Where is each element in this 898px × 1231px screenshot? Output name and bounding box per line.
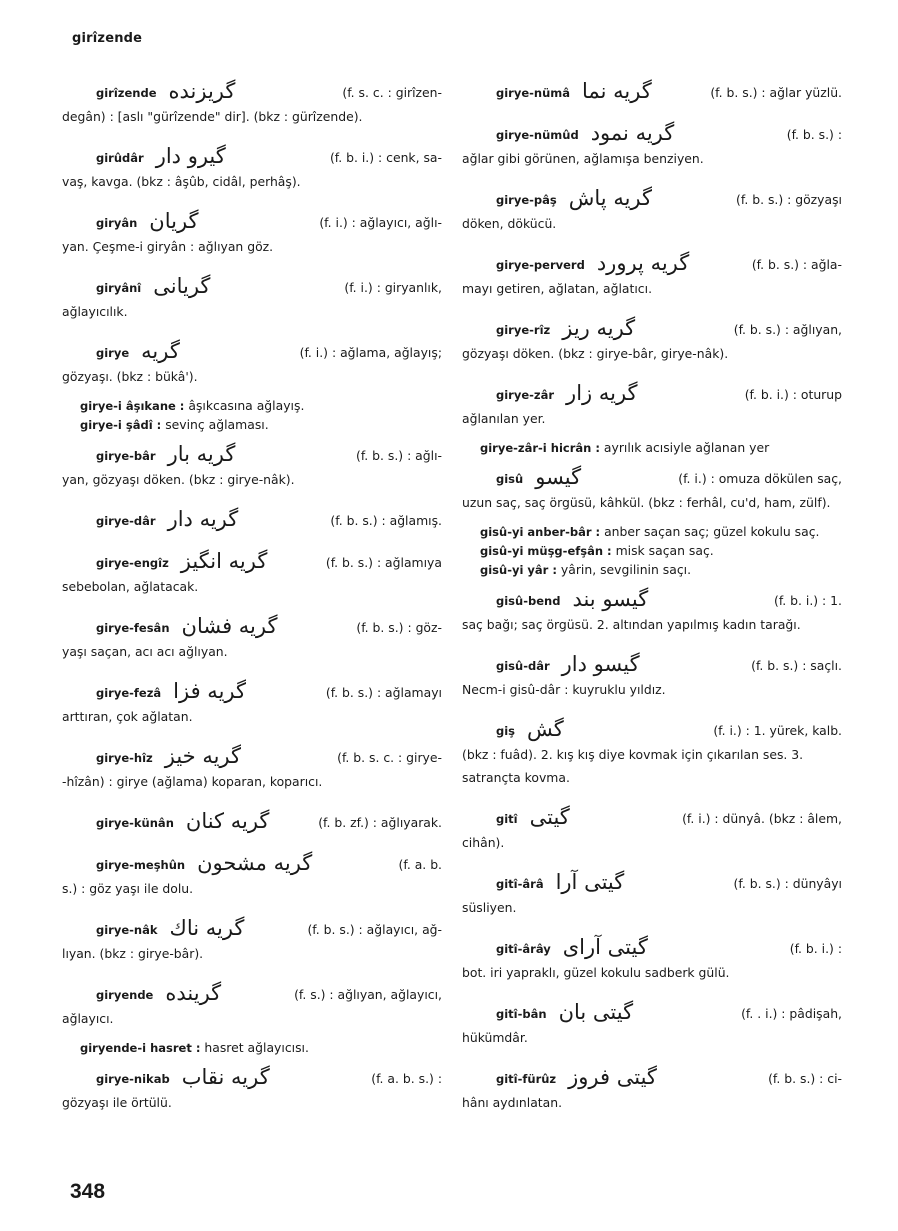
entry-headword: giryânî: [96, 281, 142, 295]
dictionary-entry: [62, 810, 442, 835]
dictionary-entry: [62, 1066, 442, 1114]
entry-headword: girye-pâş: [496, 193, 557, 207]
entry-headword: girye-fesân: [96, 621, 170, 635]
subentry-definition: hasret ağlayıcısı.: [204, 1040, 309, 1055]
entry-grammar-definition: (f. i.) : dünyâ. (bkz : âlem,: [682, 811, 842, 826]
entry-arabic-script: گیتی آرای: [562, 935, 648, 959]
entry-headword: gisû-bend: [496, 594, 561, 608]
entry-first-line: [62, 615, 442, 640]
entry-arabic-script: گریه پرورد: [596, 251, 690, 275]
entry-head: [96, 810, 277, 835]
entry-grammar-definition: (f. b. s. c. : girye-: [337, 750, 442, 765]
page-number: 348: [70, 1180, 106, 1203]
entry-grammar-definition: (f. i.) : omuza dökülen saç,: [678, 471, 842, 486]
entry-first-line: [62, 810, 442, 835]
entry-first-line: [462, 122, 842, 147]
entry-arabic-script: گریه مشحون: [197, 851, 313, 875]
entry-headword: girye-nâk: [96, 923, 158, 937]
entry-head: [96, 745, 249, 770]
entry-definition-continued: ağlayıcı.: [62, 1011, 114, 1026]
dictionary-entry: [62, 745, 442, 793]
entry-first-line: [462, 936, 842, 961]
entry-definition-continued: yaşı saçan, acı acı ağlıyan.: [62, 644, 228, 659]
dictionary-entry: [62, 340, 442, 388]
entry-definition-continued: arttıran, çok ağlatan.: [62, 709, 193, 724]
entry-grammar-definition: (f. b. s.) : ağlar yüzlü.: [710, 85, 842, 100]
entry-arabic-script: گریه: [141, 339, 180, 363]
entry-first-line: [62, 508, 442, 533]
dictionary-entry: [462, 936, 842, 984]
entry-first-line: [462, 806, 842, 831]
entry-head: [496, 252, 697, 277]
dictionary-entry: [62, 615, 442, 663]
entry-definition-continued: lıyan. (bkz : girye-bâr).: [62, 946, 204, 961]
entry-grammar-definition: (f. i.) : ağlayıcı, ağlı-: [319, 215, 442, 230]
entry-definition-continued: yan, gözyaşı döken. (bkz : girye-nâk).: [62, 472, 295, 487]
subentry-definition: âşıkcasına ağlayış.: [188, 398, 305, 413]
entry-first-line: [62, 917, 442, 942]
entry-head: [496, 80, 660, 105]
dictionary-entry: [62, 917, 442, 965]
entry-first-line: [462, 871, 842, 896]
entry-definition-continued: bot. iri yapraklı, güzel kokulu sadberk gülü.: [462, 965, 730, 980]
dictionary-entry: [462, 871, 842, 919]
entry-definition-continued: -hîzân) : girye (ağlama) koparan, koparıcı.: [62, 774, 323, 789]
subentry: [462, 558, 842, 582]
entry-definition-continued: sebebolan, ağlatacak.: [62, 579, 199, 594]
entry-definition-continued: uzun saç, saç örgüsü, kâhkül. (bkz : ferhâl, cu'd, ham, zülf).: [462, 495, 831, 510]
entry-headword: girye-zâr: [496, 388, 555, 402]
entry-arabic-script: گریه خیز: [164, 744, 242, 768]
subentry-definition: misk saçan saç.: [615, 543, 714, 558]
entry-grammar-definition: (f. s.) : ağlıyan, ağlayıcı,: [294, 987, 442, 1002]
subentry-headword: girye-i âşıkane :: [80, 399, 185, 413]
entry-grammar-definition: (f. b. i.) : oturup: [744, 387, 842, 402]
entry-grammar-definition: (f. b. s.) : gözyaşı: [736, 192, 842, 207]
entry-definition-continued: hânı aydınlatan.: [462, 1095, 563, 1110]
entry-grammar-definition: (f. s. c. : girîzen-: [342, 85, 442, 100]
entry-arabic-script: گیرو دار: [155, 144, 226, 168]
entry-arabic-script: گیتی: [529, 805, 570, 829]
entry-first-line: [62, 210, 442, 235]
entry-arabic-script: گریه ریز: [562, 316, 636, 340]
entry-grammar-definition: (f. . i.) : pâdişah,: [741, 1006, 842, 1021]
entry-arabic-script: گریه دار: [167, 507, 239, 531]
entry-headword: girye-nikab: [96, 1072, 170, 1086]
entry-head: [96, 275, 218, 300]
entry-head: [96, 443, 243, 468]
entry-first-line: [462, 382, 842, 407]
dictionary-entry: [462, 252, 842, 300]
entry-grammar-definition: (f. b. i.) : 1.: [773, 593, 842, 608]
entry-first-line: [462, 1001, 842, 1026]
entry-head: [96, 80, 243, 105]
entry-definition-continued: hükümdâr.: [462, 1030, 528, 1045]
right-column: [462, 80, 842, 1131]
entry-grammar-definition: (f. b. i.) : cenk, sa-: [329, 150, 442, 165]
entry-head: [496, 122, 682, 147]
entry-headword: girûdâr: [96, 151, 144, 165]
entry-grammar-definition: (f. b. s.) : göz-: [356, 620, 442, 635]
entry-head: [496, 466, 589, 491]
subentry-headword: giryende-i hasret :: [80, 1041, 201, 1055]
subentry-headword: gisû-yi yâr :: [480, 563, 557, 577]
entry-definition-continued: ağlanılan yer.: [462, 411, 546, 426]
entry-arabic-script: گریزنده: [168, 79, 236, 103]
entry-first-line: [62, 443, 442, 468]
entry-headword: gisû: [496, 472, 524, 486]
entry-arabic-script: گریه فزا: [173, 679, 246, 703]
dictionary-entry: [62, 680, 442, 728]
entry-head: [496, 936, 656, 961]
entry-headword: girye-dâr: [96, 514, 156, 528]
entry-grammar-definition: (f. b. zf.) : ağlıyarak.: [318, 815, 442, 830]
entry-arabic-script: گریان: [149, 209, 199, 233]
entry-headword: girye-rîz: [496, 323, 551, 337]
dictionary-entry: [62, 982, 442, 1030]
dictionary-entry: [62, 80, 442, 128]
dictionary-entry: [462, 1066, 842, 1114]
entry-headword: gitî-ârây: [496, 942, 551, 956]
entry-grammar-definition: (f. b. s.) : ağla-: [751, 257, 842, 272]
entry-head: [496, 382, 646, 407]
entry-definition-continued: degân) : [aslı "gürîzende" dir]. (bkz : gürîzende).: [62, 109, 363, 124]
entry-first-line: [62, 852, 442, 877]
entry-head: [96, 917, 252, 942]
entry-head: [496, 653, 648, 678]
entry-headword: girye-bâr: [96, 449, 156, 463]
entry-head: [96, 550, 275, 575]
subentry-headword: girye-zâr-i hicrân :: [480, 441, 600, 455]
entry-grammar-definition: (f. b. s.) : dünyâyı: [733, 876, 842, 891]
entry-arabic-script: گریه کنان: [185, 809, 270, 833]
entry-grammar-definition: (f. b. s.) : ağlayıcı, ağ-: [307, 922, 442, 937]
entry-headword: gitî-bân: [496, 1007, 547, 1021]
subentry-definition: sevinç ağlaması.: [165, 417, 269, 432]
entry-head: [96, 982, 229, 1007]
entry-grammar-definition: (f. b. s.) : ağlamış.: [330, 513, 442, 528]
entry-grammar-definition: (f. i.) : ağlama, ağlayış;: [299, 345, 442, 360]
entry-arabic-script: گیسو بند: [572, 587, 649, 611]
entry-arabic-script: گریه انگیز: [180, 549, 268, 573]
entry-arabic-script: گریه زار: [566, 381, 638, 405]
dictionary-entry: [462, 317, 842, 365]
entry-headword: girye-hîz: [96, 751, 153, 765]
entry-head: [496, 1066, 665, 1091]
entry-definition-continued: mayı getiren, ağlatan, ağlatıcı.: [462, 281, 653, 296]
entry-head: [496, 718, 572, 743]
entry-first-line: [462, 187, 842, 212]
entry-arabic-script: گریه پاش: [568, 186, 653, 210]
subentry-headword: girye-i şâdî :: [80, 418, 162, 432]
entry-headword: giryende: [96, 988, 154, 1002]
entry-grammar-definition: (f. i.) : 1. yürek, kalb.: [713, 723, 842, 738]
dictionary-entry: [62, 145, 442, 193]
entry-grammar-definition: (f. b. s.) : ağlıyan,: [733, 322, 842, 337]
entry-headword: girye: [96, 346, 130, 360]
entry-definition-continued: gözyaşı. (bkz : bükâ').: [62, 369, 198, 384]
entry-arabic-script: گریه بار: [167, 442, 236, 466]
entry-first-line: [62, 680, 442, 705]
dictionary-entry: [62, 508, 442, 533]
dictionary-entry: [462, 80, 842, 105]
entry-headword: giryân: [96, 216, 138, 230]
entry-headword: girye-engîz: [96, 556, 169, 570]
entry-grammar-definition: (f. a. b.: [398, 857, 442, 872]
entry-head: [96, 1066, 278, 1091]
entry-headword: girye-perverd: [496, 258, 585, 272]
entry-head: [96, 145, 234, 170]
entry-head: [96, 508, 246, 533]
subentry: [62, 413, 442, 437]
entry-arabic-script: گیسو: [535, 465, 582, 489]
dictionary-entry: [462, 122, 842, 170]
dictionary-entry: [462, 466, 842, 514]
entry-first-line: [62, 340, 442, 365]
entry-first-line: [62, 982, 442, 1007]
dictionary-entry: [62, 210, 442, 258]
dictionary-entry: [62, 275, 442, 323]
left-column: [62, 80, 442, 1131]
entry-definition-continued: saç bağı; saç örgüsü. 2. altından yapılmış kadın tarağı.: [462, 617, 801, 632]
entry-first-line: [62, 80, 442, 105]
entry-head: [496, 588, 656, 613]
entry-arabic-script: گریه نمود: [590, 121, 675, 145]
entry-headword: girye-nümâ: [496, 86, 571, 100]
entry-head: [96, 680, 254, 705]
entry-grammar-definition: (f. b. s.) : ağlamayı: [325, 685, 442, 700]
entry-head: [96, 615, 285, 640]
entry-first-line: [62, 145, 442, 170]
entry-definition-continued: cihân).: [462, 835, 505, 850]
entry-arabic-script: گیتی فروز: [568, 1065, 657, 1089]
subentry: [62, 1036, 442, 1060]
entry-definition-continued: s.) : göz yaşı ile dolu.: [62, 881, 194, 896]
entry-definition-continued: gözyaşı ile örtülü.: [62, 1095, 172, 1110]
subentry-headword: gisû-yi anber-bâr :: [480, 525, 601, 539]
entry-head: [96, 340, 188, 365]
dictionary-entry: [462, 806, 842, 854]
entry-head: [496, 317, 643, 342]
entry-definition-continued: yan. Çeşme-i giryân : ağlıyan göz.: [62, 239, 274, 254]
entry-definition-continued: gözyaşı döken. (bkz : girye-bâr, girye-nâk).: [462, 346, 729, 361]
entry-head: [96, 210, 207, 235]
entry-headword: giş: [496, 724, 516, 738]
subentry-definition: yârin, sevgilinin saçı.: [560, 562, 692, 577]
entry-headword: girye-künân: [96, 816, 174, 830]
running-header: girîzende: [72, 31, 143, 46]
entry-headword: gitî-fürûz: [496, 1072, 557, 1086]
entry-arabic-script: گرینده: [165, 981, 222, 1005]
subentry: [462, 436, 842, 460]
entry-headword: gisû-dâr: [496, 659, 550, 673]
entry-definition-continued: ağlar gibi görünen, ağlamışa benziyen.: [462, 151, 704, 166]
dictionary-entry: [462, 1001, 842, 1049]
entry-arabic-script: گیتی آرا: [555, 870, 625, 894]
entry-arabic-script: گش: [527, 717, 564, 741]
entry-first-line: [462, 1066, 842, 1091]
entry-first-line: [462, 80, 842, 105]
entry-grammar-definition: (f. b. i.) :: [789, 941, 842, 956]
entry-first-line: [62, 550, 442, 575]
entry-first-line: [62, 745, 442, 770]
entry-first-line: [462, 653, 842, 678]
entry-headword: girîzende: [96, 86, 157, 100]
subentry-definition: anber saçan saç; güzel kokulu saç.: [604, 524, 820, 539]
dictionary-entry: [462, 588, 842, 636]
entry-headword: gitî-ârâ: [496, 877, 544, 891]
entry-headword: gitî: [496, 812, 518, 826]
entry-arabic-script: گیتی بان: [558, 1000, 634, 1024]
entry-definition-continued: (bkz : fuâd). 2. kış kış diye kovmak için çıkarılan ses. 3. satrançta kovma.: [462, 747, 804, 785]
entry-definition-continued: Necm-i gisû-dâr : kuyruklu yıldız.: [462, 682, 666, 697]
entry-head: [496, 871, 632, 896]
entry-first-line: [462, 252, 842, 277]
dictionary-entry: [462, 653, 842, 701]
entry-arabic-script: گریه نقاب: [181, 1065, 270, 1089]
entry-headword: girye-fezâ: [96, 686, 162, 700]
entry-definition-continued: vaş, kavga. (bkz : âşûb, cidâl, perhâş).: [62, 174, 301, 189]
entry-head: [96, 852, 320, 877]
dictionary-entry: [62, 550, 442, 598]
entry-first-line: [62, 1066, 442, 1091]
subentry-headword: gisû-yi müşg-efşân :: [480, 544, 612, 558]
subentry-definition: ayrılık acısiyle ağlanan yer: [603, 440, 770, 455]
dictionary-entry: [462, 382, 842, 430]
entry-arabic-script: گریه فشان: [181, 614, 278, 638]
dictionary-entry: [462, 187, 842, 235]
entry-grammar-definition: (f. b. s.) : ağlamıya: [325, 555, 442, 570]
entry-definition-continued: döken, dökücü.: [462, 216, 557, 231]
entry-definition-continued: ağlayıcılık.: [62, 304, 128, 319]
entry-first-line: [462, 466, 842, 491]
entry-head: [496, 1001, 641, 1026]
entry-definition-continued: süsliyen.: [462, 900, 517, 915]
dictionary-entry: [62, 443, 442, 491]
entry-grammar-definition: (f. b. s.) : saçlı.: [751, 658, 842, 673]
entry-arabic-script: گریه نما: [582, 79, 652, 103]
entry-headword: girye-nümûd: [496, 128, 579, 142]
entry-first-line: [462, 718, 842, 743]
entry-arabic-script: گیسو دار: [561, 652, 640, 676]
entry-arabic-script: گریه ناك: [169, 916, 245, 940]
entry-grammar-definition: (f. b. s.) :: [786, 127, 842, 142]
entry-first-line: [62, 275, 442, 300]
entry-first-line: [462, 588, 842, 613]
entry-head: [496, 806, 578, 831]
entry-head: [496, 187, 660, 212]
entry-arabic-script: گریانی: [153, 274, 211, 298]
entry-grammar-definition: (f. b. s.) : ağlı-: [355, 448, 442, 463]
entry-grammar-definition: (f. b. s.) : ci-: [768, 1071, 842, 1086]
dictionary-entry: [62, 852, 442, 900]
entry-grammar-definition: (f. a. b. s.) :: [371, 1071, 442, 1086]
dictionary-entry: [462, 718, 842, 789]
entry-headword: girye-meşhûn: [96, 858, 186, 872]
entry-grammar-definition: (f. i.) : giryanlık,: [344, 280, 442, 295]
entry-first-line: [462, 317, 842, 342]
